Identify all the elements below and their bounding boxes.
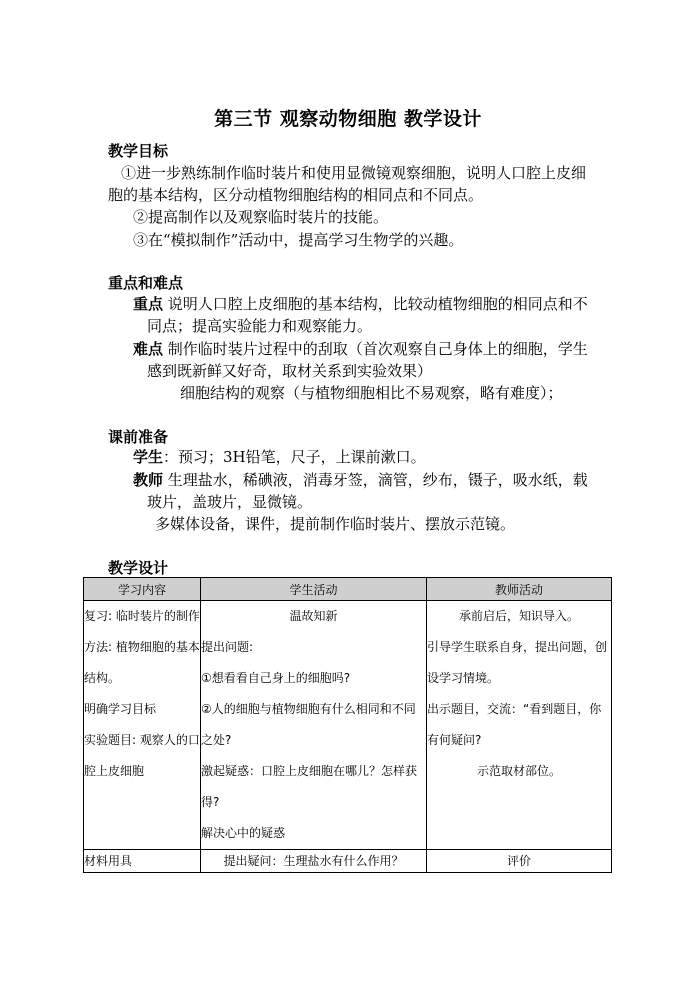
page-title: 第三节 观察动物细胞 教学设计	[214, 108, 482, 130]
difficulty-text: 制作临时装片过程中的刮取（首次观察自己身体上的细胞，学生	[163, 340, 588, 358]
list-item: 激起疑惑：口腔上皮细胞在哪儿？怎样获	[201, 764, 418, 778]
table-row	[84, 850, 612, 873]
student-activity-cell	[201, 601, 427, 850]
student-label: 学生	[133, 448, 164, 466]
list-item: 设学习情境。	[427, 671, 500, 685]
learning-content-cell	[84, 601, 201, 850]
design-heading: 教学设计	[108, 559, 169, 577]
teacher-prep-line-1	[133, 469, 588, 491]
header-teacher-activity: 教师活动	[427, 578, 612, 601]
difficulty-line-3: 细胞结构的观察（与植物细胞相比不易观察，略有难度）；	[180, 384, 563, 402]
list-item: ①想看看自己身上的细胞吗?	[201, 671, 351, 685]
student-prep-line	[133, 446, 426, 468]
focus-line-1	[133, 293, 588, 315]
table-row	[84, 601, 612, 850]
materials-cell: 材料用具	[84, 850, 201, 873]
list-item: 复习: 临时装片的制作	[84, 609, 200, 623]
key-heading: 重点和难点	[108, 274, 184, 292]
list-item: 引导学生联系自身，提出问题，创	[427, 640, 608, 654]
prep-heading: 课前准备	[108, 428, 169, 446]
teaching-design-table	[83, 577, 612, 873]
focus-line-2: 同点；提高实验能力和观察能力。	[147, 317, 373, 335]
list-item: 承前启后，知识导入。	[458, 609, 579, 623]
goal-1-line-2: 胞的基本结构，区分动植物细胞结构的相同点和不同点。	[108, 186, 484, 204]
table-header-row	[84, 578, 612, 601]
difficulty-label: 难点	[133, 340, 164, 358]
header-learning-content: 学习内容	[84, 578, 201, 601]
list-item: 腔上皮细胞	[84, 764, 145, 778]
focus-text: 说明人口腔上皮细胞的基本结构，比较动植物细胞的相同点和不	[163, 295, 588, 313]
list-item: 得?	[201, 795, 220, 809]
teacher-prep-line-2: 玻片，盖玻片，显微镜。	[147, 493, 313, 511]
teacher-activity-cell	[427, 601, 612, 850]
difficulty-line-2: 感到既新鲜又好奇，取材关系到实验效果）	[147, 362, 433, 380]
evaluation-cell: 评价	[427, 850, 612, 873]
teacher-text: 生理盐水，稀碘液，消毒牙签，滴管，纱布，镊子，吸水纸，载	[163, 471, 588, 489]
saline-question-cell: 提出疑问：生理盐水有什么作用？	[201, 850, 427, 873]
teacher-label: 教师	[133, 471, 164, 489]
list-item: 提出问题:	[201, 640, 254, 654]
teacher-prep-line-3: 多媒体设备，课件，提前制作临时装片、摆放示范镜。	[155, 515, 516, 533]
list-item: 结构。	[84, 671, 121, 685]
list-item: 之处?	[201, 733, 232, 747]
student-text: ：预习；3H铅笔，尺子，上课前漱口。	[163, 448, 426, 466]
difficulty-line-1	[133, 338, 588, 360]
list-item: 解决心中的疑惑	[201, 826, 286, 840]
list-item: 示范取材部位。	[476, 764, 561, 778]
goals-heading: 教学目标	[108, 142, 169, 160]
list-item: 有何疑问?	[427, 733, 482, 747]
goal-1-line-1: ①进一步熟练制作临时装片和使用显微镜观察细胞，说明人口腔上皮细	[121, 164, 587, 182]
header-student-activity: 学生活动	[201, 578, 427, 601]
list-item: 温故知新	[289, 609, 338, 623]
goal-3: ③在“模拟制作”活动中，提高学习生物学的兴趣。	[133, 231, 464, 249]
list-item: 实验题目: 观察人的口	[84, 733, 200, 747]
goal-2: ②提高制作以及观察临时装片的技能。	[133, 208, 389, 226]
list-item: 明确学习目标	[84, 702, 157, 716]
list-item: ②人的细胞与植物细胞有什么相同和不同	[201, 702, 416, 716]
list-item: 出示题目，交流：“看到题目，你	[427, 702, 602, 716]
focus-label: 重点	[133, 295, 164, 313]
list-item: 方法: 植物细胞的基本	[84, 640, 200, 654]
